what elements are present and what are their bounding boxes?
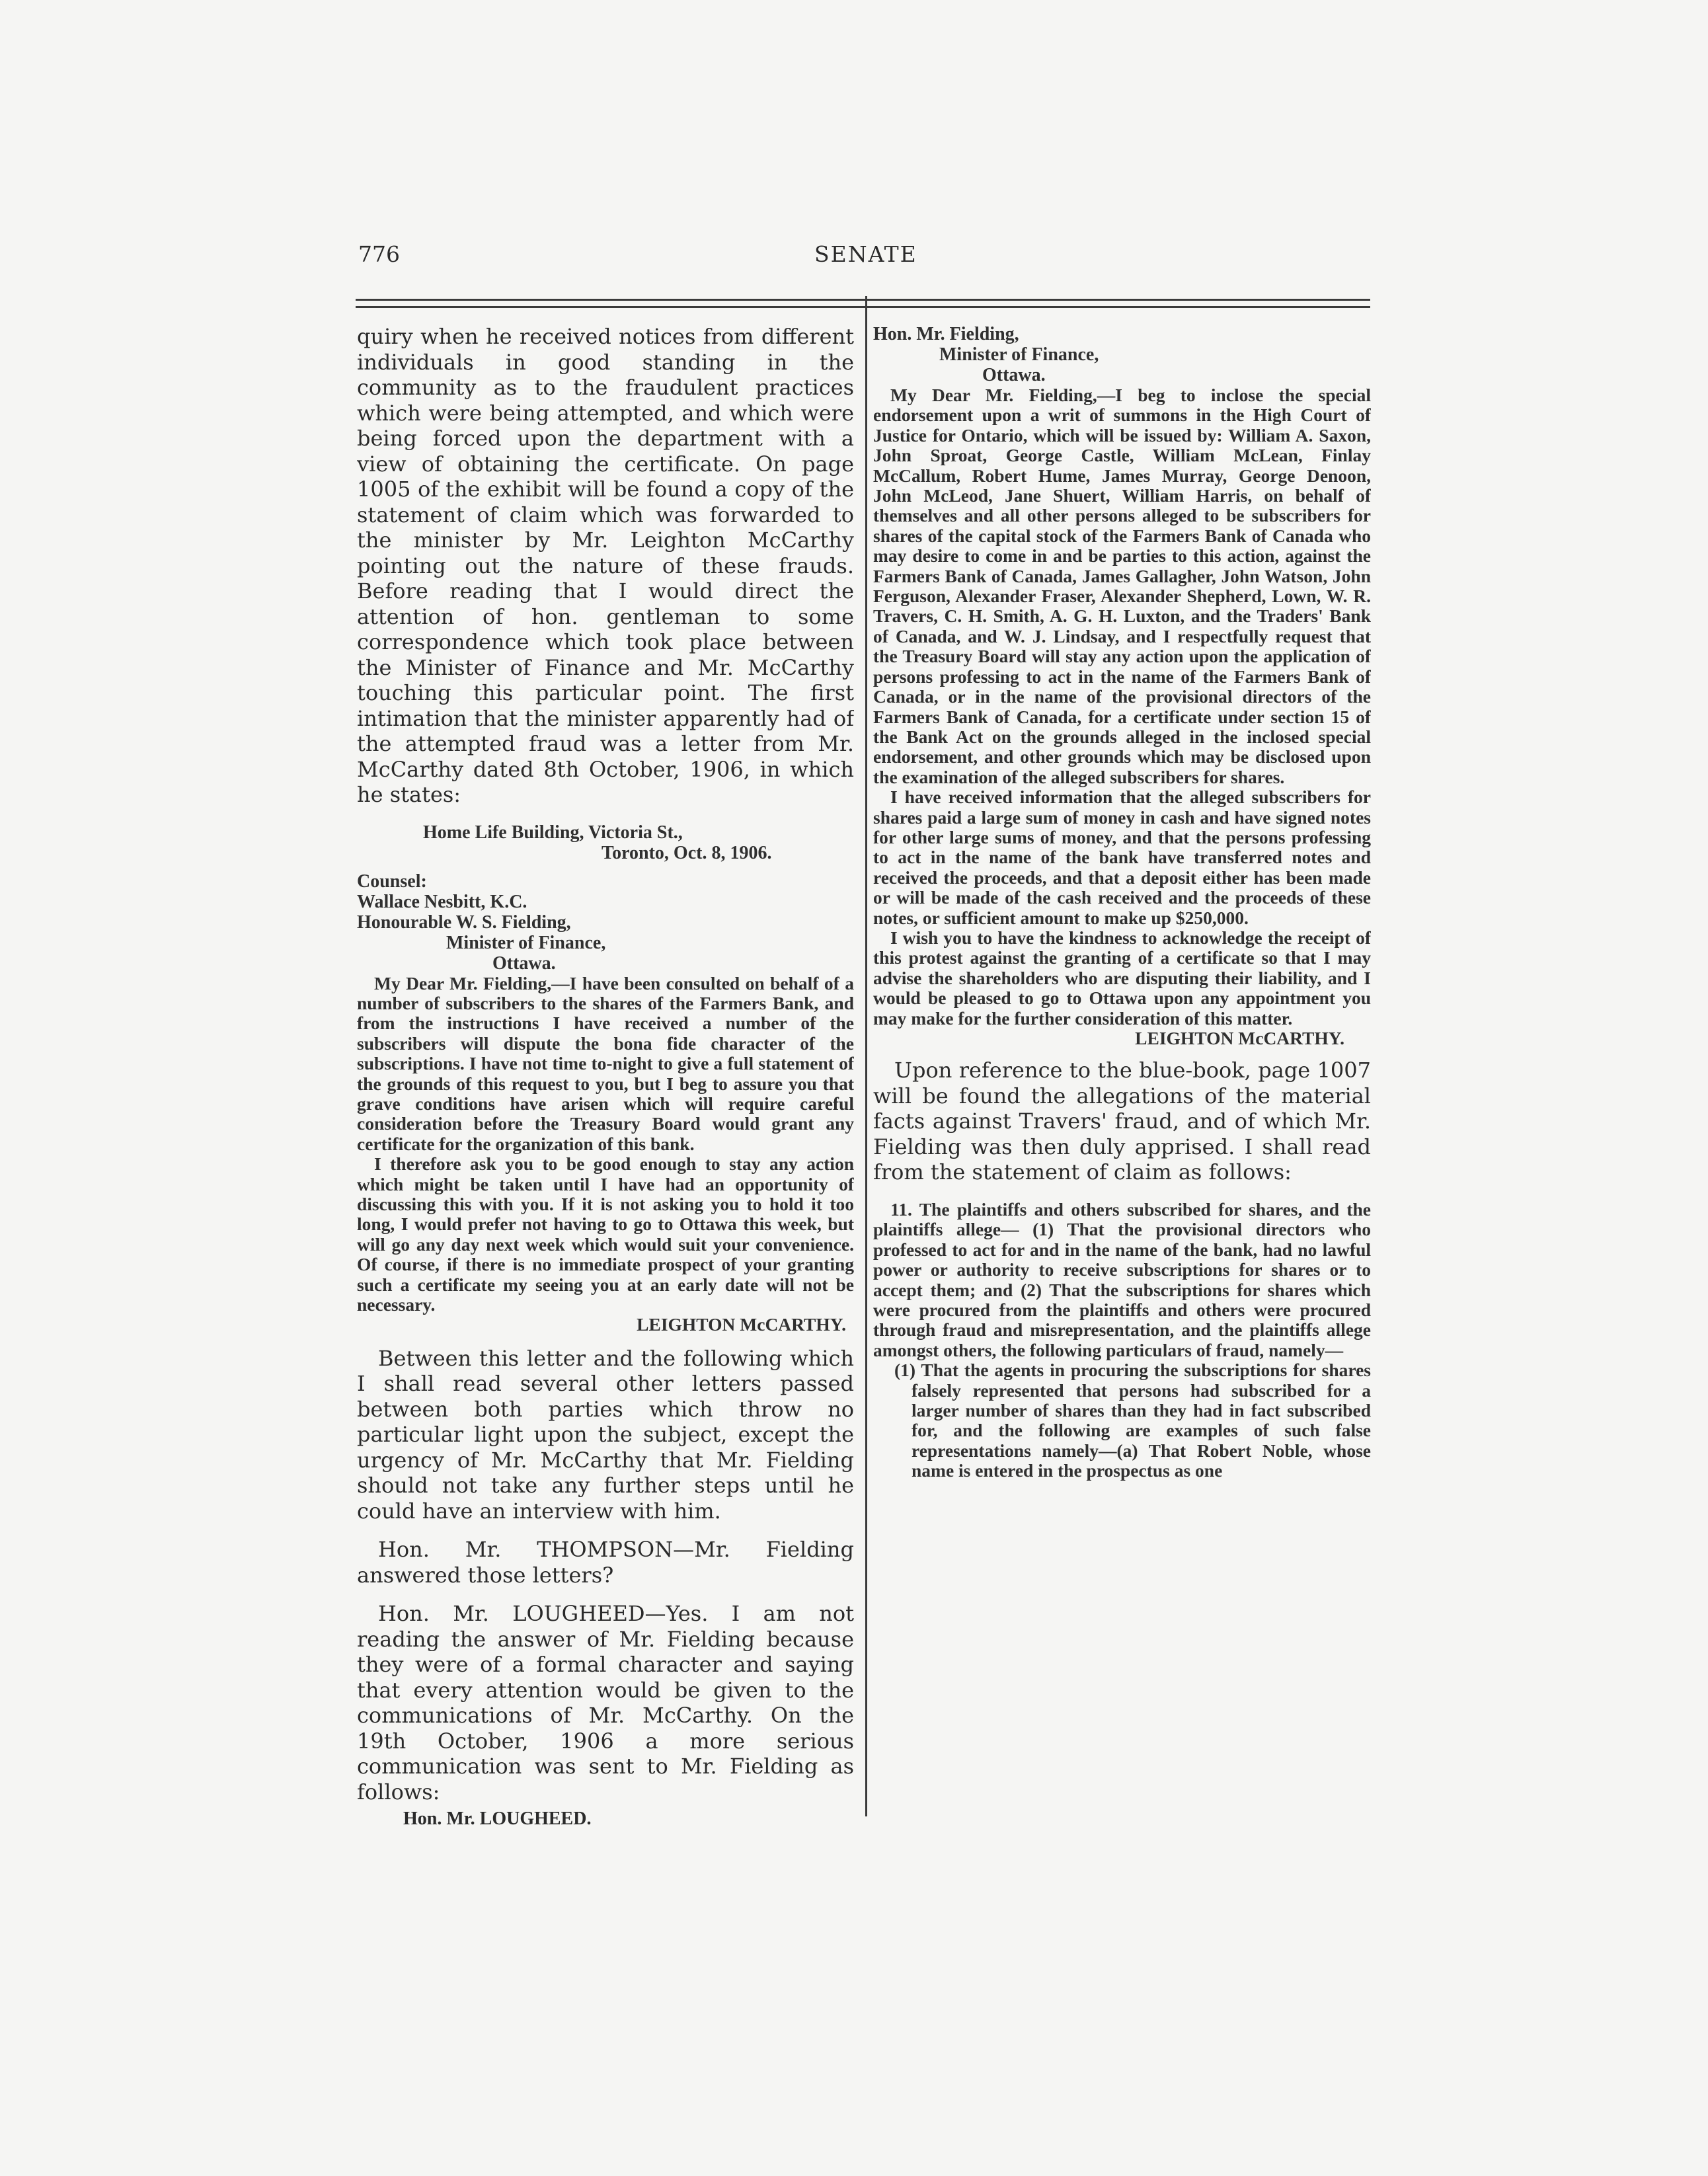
letter-signature: LEIGHTON McCARTHY. [1135, 1028, 1344, 1048]
claim-paragraph: 11. The plaintiffs and others subscribed for shares, and the plaintiffs allege— (1) That the provisional directors who professed to act for and in the name of the bank, had no lawful power or authority to receive subscriptions for shares or to accept them; and (2) That the subscriptions for shares which were procured from the plaintiffs and others were procured through fraud and misrepresentation, and the plaintiffs allege amongst others, the following particulars of fraud, namely— [873, 1198, 1371, 1360]
letter-recipient: Hon. Mr. Fielding, [873, 324, 1019, 344]
body-paragraph: quiry when he received notices from different individuals in good standing in the community as to the fraudulent practices which were being attempted, and which were being forced upon the department with a view of obtaining the certificate. On page 1005 of the exhibit will be found a copy of the statement of claim which was forwarded to the minister by Mr. Leighton McCarthy pointing out the nature of these frauds. Before reading that I would direct the attention of hon. gentleman to some correspondence which took place between the Minister of Finance and Mr. McCarthy touching this particular point. The first intimation that the minister apparently had of the attempted fraud was a letter from Mr. McCarthy dated 8th October, 1906, in which he states: [357, 324, 854, 807]
page-number: 776 [358, 241, 400, 267]
running-head: SENATE [814, 241, 917, 267]
letter-counsel-name: Wallace Nesbitt, K.C. [357, 891, 527, 912]
letter-address-line: Home Life Building, Victoria St., [423, 822, 683, 843]
letter-paragraph: My Dear Mr. Fielding,—I have been consulted on behalf of a number of subscribers to the shares of the Farmers Bank, and from the instructions I have received a number of the subscribers will dispute the bona fide character of the subscriptions. I have not time to-night to give a full statement of the grounds of this request to you, but I beg to assure you that grave conditions have arisen which will require careful consideration before the Treasury Board would grant any certificate for the organization of this bank. [357, 972, 854, 1154]
body-paragraph: Between this letter and the following which I shall read several other letters passed between both parties which throw no particular light upon the subject, except the urgency of Mr. McCarthy that Mr. Fielding should not take any further steps until he could have an interview with him. [357, 1345, 854, 1524]
letter-recipient-city: Ottawa. [982, 365, 1046, 385]
letter-recipient-city: Ottawa. [492, 952, 556, 974]
letter-recipient-title: Minister of Finance, [446, 932, 606, 953]
header-rule [356, 306, 1370, 308]
right-column [873, 324, 1371, 1884]
column-divider [865, 296, 867, 1816]
letter-recipient-title: Minister of Finance, [939, 344, 1099, 365]
speaker-footer: Hon. Mr. LOUGHEED. [403, 1808, 592, 1830]
letter-signature: LEIGHTON McCARTHY. [637, 1314, 846, 1335]
body-paragraph: Upon reference to the blue-book, page 1007 will be found the allegations of the material facts against Travers' fraud, and of which Mr. Fielding was then duly apprised. I shall read from the statement of claim as follows: [873, 1058, 1371, 1185]
letter-paragraph: I have received information that the alleged subscribers for shares paid a large sum of money in cash and have signed notes for other large sums of money, and that the persons professing to act in the name of the bank have transferred notes and received the proceeds, and that a deposit either has been made or will be made of the cash received and the proceeds of these notes, or sufficient amount to make up $250,000. [873, 787, 1371, 928]
letter-paragraph: My Dear Mr. Fielding,—I beg to inclose the special endorsement upon a writ of summons in the High Court of Justice for Ontario, which will be issued by: William A. Saxon, John Sproat, George Castle, William McLean, Finlay McCallum, Robert Hume, James Murray, George Denoon, John McLeod, Jane Shuert, William Harris, on behalf of themselves and all other persons alleged to be subscribers for shares of the capital stock of the Farmers Bank of Canada who may desire to come in and be parties to this action, against the Farmers Bank of Canada, James Gallagher, John Watson, John Ferguson, Alexander Fraser, Alexander Shepherd, Lown, W. R. Travers, C. H. Smith, A. G. H. Luxton, and the Traders' Bank of Canada, and W. J. Lindsay, and I respectfully request that the Treasury Board will stay any action upon the application of persons professing to act in the name of the Farmers Bank of Canada, or in the name of the provisional directors of the Farmers Bank of Canada, for a certificate under section 15 of the Bank Act on the grounds alleged in the inclosed special endorsement, and other grounds which may be disclosed upon the examination of the alleged subscribers for shares. [873, 385, 1371, 787]
claim-list-item: (1) That the agents in procuring the subscriptions for shares falsely represented that persons had subscribed for a larger number of shares than they had in fact subscribed for, and the following are examples of such false representations namely—(a) That Robert Noble, whose name is entered in the prospectus as one [894, 1360, 1371, 1481]
letter-recipient: Honourable W. S. Fielding, [357, 912, 571, 933]
body-paragraph: Hon. Mr. LOUGHEED—Yes. I am not reading the answer of Mr. Fielding because they were of a formal character and saying that every attention would be given to the communications of Mr. McCarthy. On the 19th October, 1906 a more serious communication was sent to Mr. Fielding as follows: [357, 1601, 854, 1805]
header-rule [356, 299, 1370, 301]
letter-address-line: Toronto, Oct. 8, 1906. [602, 842, 772, 863]
letter-paragraph: I therefore ask you to be good enough to stay any action which might be taken until I have had an opportunity of discussing this with you. If it is not asking you to hold it too long, I would prefer not having to go to Ottawa this week, but will go any day next week which would suit your convenience. Of course, if there is no immediate prospect of your granting such a certificate my seeing you at an early date will not be necessary. [357, 1153, 854, 1315]
letter-paragraph: I wish you to have the kindness to acknowledge the receipt of this protest against the granting of a certificate so that I may advise the shareholders who are disputing their liability, and I would be pleased to go to Ottawa upon any appointment you may make for the further consideration of this matter. [873, 927, 1371, 1029]
left-column [357, 324, 854, 1923]
letter-counsel-label: Counsel: [357, 871, 427, 892]
body-paragraph: Hon. Mr. THOMPSON—Mr. Fielding answered those letters? [357, 1537, 854, 1588]
